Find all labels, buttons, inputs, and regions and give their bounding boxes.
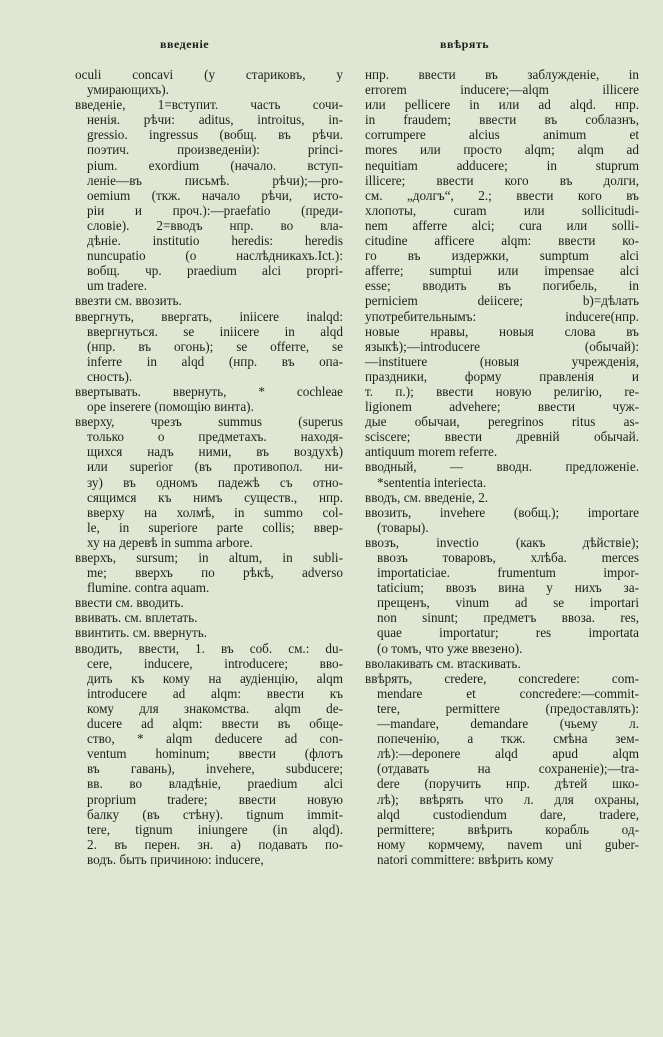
dictionary-entry-headline: вводить, ввести, 1. въ соб. см.: du-	[75, 640, 343, 656]
dictionary-text-line: леніе—въ письмѣ. рѣчи);—pro-	[87, 172, 343, 188]
dictionary-text-line: ventum hominum; ввести (флотъ	[87, 746, 343, 762]
dictionary-text-line: nuncupatio (о наслѣдникахъ.Ict.):	[87, 248, 343, 264]
dictionary-text-line: cere, inducere, introducere; вво-	[87, 655, 343, 671]
dictionary-text-line: (отдавать на сохраненіе);—tra-	[377, 761, 639, 777]
dictionary-text-line: perniciem deiicere; b)=дѣлать	[365, 293, 639, 309]
dictionary-entry-headline: ввозить, invehere (вобщ.); importare	[365, 504, 639, 520]
dictionary-text-line: permittere; ввѣрить корабль од-	[377, 821, 639, 837]
running-header-right: ввѣрять	[440, 37, 490, 51]
dictionary-text-line: citudine afficere alqm: ввести ко-	[365, 233, 639, 249]
dictionary-entry-headline: ввѣрять, credere, concredere: com-	[365, 670, 639, 686]
dictionary-text-line: ope inserere (помощію винта).	[87, 399, 254, 415]
dictionary-text-line: только о предметахъ. находя-	[87, 429, 343, 445]
dictionary-text-line: tere, tignum iniungere (in alqd).	[87, 821, 343, 837]
dictionary-text-line: т. п.); ввести новую религію, re-	[365, 383, 639, 399]
dictionary-text-line: quae importatur; res importata	[377, 625, 639, 641]
dictionary-text-line: tere, permittere (предоставлять):	[377, 700, 639, 716]
dictionary-entry-headline: ввинтить. см. ввернуть.	[75, 625, 208, 641]
dictionary-text-line: dere (поручить нпр. дѣтей шко-	[377, 776, 639, 792]
running-header-left: введеніе	[160, 37, 210, 51]
dictionary-text-line: mores или просто alqm; alqm ad	[365, 142, 639, 158]
dictionary-text-line: antiquum morem referre.	[365, 444, 498, 460]
dictionary-text-line: natori committere: ввѣрить кому	[377, 851, 554, 867]
dictionary-text-line: ху на деревѣ in summa arbore.	[87, 534, 253, 550]
dictionary-text-line: вв. во владѣніе, praedium alci	[87, 776, 343, 792]
dictionary-text-line: дить къ кому на аудіенцію, alqm	[87, 670, 343, 686]
dictionary-text-line: me; вверхъ по рѣкѣ, adverso	[87, 565, 343, 581]
dictionary-text-line: дѣніе. institutio heredis: heredis	[87, 233, 343, 249]
dictionary-text-line: или superior (въ противопол. ни-	[87, 459, 343, 475]
dictionary-text-line: inferre in alqd (нпр. въ опа-	[87, 353, 343, 369]
dictionary-text-line: *sententia interiecta.	[377, 474, 487, 490]
dictionary-text-line: словіе). 2=вводъ нпр. во вла-	[87, 217, 343, 233]
dictionary-text-line: зу) въ одномъ падежѣ съ отно-	[87, 474, 343, 490]
dictionary-entry-headline: вволакивать см. втаскивать.	[365, 655, 521, 671]
dictionary-text-line: (о томъ, что уже ввезено).	[377, 640, 523, 656]
dictionary-text-line: afferre; sumptui или impensae alci	[365, 263, 639, 279]
dictionary-text-line: sciscere; ввести древній обычай.	[365, 429, 639, 445]
dictionary-text-line: праздники, форму правленія и	[365, 368, 639, 384]
dictionary-entry-headline: ввозъ, invectio (какъ дѣйствіе);	[365, 534, 639, 550]
dictionary-text-line: nequitiam adducere; in stuprum	[365, 157, 639, 173]
dictionary-text-line: или pellicere in или ad alqd. нпр.	[365, 97, 639, 113]
dictionary-text-line: употребительнымъ: inducere(нпр.	[365, 308, 639, 324]
dictionary-text-line: mendare et concredere:—commit-	[377, 685, 639, 701]
dictionary-text-line: importaticiae. frumentum impor-	[377, 565, 639, 581]
dictionary-text-line: le, in superiore parte collis; ввер-	[87, 519, 343, 535]
dictionary-text-line: taticium; ввозъ вина у нихъ за-	[377, 580, 639, 596]
dictionary-entry-headline: вводъ, см. введеніе, 2.	[365, 489, 489, 505]
dictionary-text-line: лѣ); ввѣрять что л. для охраны,	[377, 791, 639, 807]
dictionary-text-line: ввергнуться. se iniicere in alqd	[87, 323, 343, 339]
dictionary-text-line: нпр. ввести въ заблужденіе, in	[365, 67, 639, 82]
dictionary-text-line: introducere ad alqm: ввести къ	[87, 685, 343, 701]
dictionary-text-line: вобщ. чр. praedium alci propri-	[87, 263, 343, 279]
dictionary-text-line: alqd custodiendum dare, tradere,	[377, 806, 639, 822]
dictionary-text-line: —mandare, demandare (чьему л.	[377, 716, 639, 732]
dictionary-text-line: сность).	[87, 368, 133, 384]
dictionary-text-line: балку (въ стѣну). tignum immit-	[87, 806, 343, 822]
dictionary-entry-headline: ввивать. см. вплетать.	[75, 610, 198, 626]
dictionary-text-line: щихся надъ ними, въ воздухѣ)	[87, 444, 343, 460]
dictionary-text-line: новые нравы, новыя слова въ	[365, 323, 639, 339]
dictionary-text-line: ненія. рѣчи: aditus, introitus, in-	[87, 112, 343, 128]
dictionary-text-line: попеченію, а ткж. смѣна зем-	[377, 731, 639, 747]
dictionary-text-line: лѣ):—deponere alqd apud alqm	[377, 746, 639, 762]
dictionary-text-line: вверху на холмѣ, in summo col-	[87, 504, 343, 520]
dictionary-entry-headline: вверху, чрезъ summus (superus	[75, 414, 343, 430]
dictionary-text-line: дые обычаи, peregrinos ritus as-	[365, 414, 639, 430]
dictionary-entry-headline: ввести см. вводить.	[75, 595, 184, 611]
dictionary-text-line: го въ издержки, sumptum alci	[365, 248, 639, 264]
dictionary-text-line: хлопоты, curam или sollicitudi-	[365, 202, 639, 218]
dictionary-entry-headline: ввертывать. ввернуть, * cochleae	[75, 383, 343, 399]
dictionary-text-line: proprium tradere; ввести новую	[87, 791, 343, 807]
dictionary-text-line: ducere ad alqm: ввести въ обще-	[87, 716, 343, 732]
dictionary-entry-headline: вверхъ, sursum; in altum, in subli-	[75, 550, 343, 565]
dictionary-text-line: nem afferre alci; cura или solli-	[365, 217, 639, 233]
dictionary-text-line: um tradere.	[87, 278, 148, 294]
dictionary-text-line: pium. exordium (начало. вступ-	[87, 157, 343, 173]
dictionary-entry-headline: введеніе, 1=вступит. часть сочи-	[75, 97, 343, 113]
dictionary-text-line: flumine. contra aquam.	[87, 580, 210, 596]
dictionary-text-line: errorem inducere;—alqm illicere	[365, 82, 639, 98]
dictionary-text-line: —instituere (новыя учрежденія,	[365, 353, 639, 369]
dictionary-entry-headline: ввергнуть, ввергать, iniicere inalqd:	[75, 308, 343, 324]
dictionary-text-line: oculi concavi (у стариковъ, у	[75, 67, 343, 82]
dictionary-text-line: умирающихъ).	[87, 82, 169, 98]
dictionary-text-line: (товары).	[377, 519, 429, 535]
dictionary-text-line: прещенъ, vinum ad se importari	[377, 595, 639, 611]
right-column	[365, 67, 639, 867]
dictionary-text-line: ввозъ товаровъ, хлѣба. merces	[377, 550, 639, 565]
dictionary-text-line: ство, * alqm deducere ad con-	[87, 731, 343, 747]
dictionary-text-line: сящимся къ нимъ существ., нпр.	[87, 489, 343, 505]
dictionary-text-line: поэтич. произведеніи): princi-	[87, 142, 343, 158]
dictionary-text-line: ligionem advehere; ввести чуж-	[365, 399, 639, 415]
dictionary-text-line: oemium (ткж. начало рѣчи, исто-	[87, 187, 343, 203]
dictionary-text-line: in fraudem; ввести въ соблазнъ,	[365, 112, 639, 128]
dictionary-text-line: esse; вводить въ погибель, in	[365, 278, 639, 294]
dictionary-text-line: водъ. быть причиною: inducere,	[87, 851, 264, 867]
dictionary-text-line: gressio. ingressus (вобщ. въ рѣчи.	[87, 127, 343, 143]
dictionary-entry-headline: ввезти см. ввозить.	[75, 293, 182, 309]
dictionary-text-line: языкѣ);—introducere (обычай):	[365, 338, 639, 354]
dictionary-text-line: non sinunt; предметъ ввоза. res,	[377, 610, 639, 626]
dictionary-text-line: кому для знакомства. alqm de-	[87, 700, 343, 716]
dictionary-text-line: illicere; ввести кого въ долги,	[365, 172, 639, 188]
dictionary-text-line: въ гавань), invehere, subducere;	[87, 761, 343, 777]
dictionary-text-line: ному кормчему, navem uni guber-	[377, 836, 639, 852]
left-column	[75, 67, 343, 867]
dictionary-entry-headline: вводный, — вводн. предложеніе.	[365, 459, 639, 475]
dictionary-text-line: (нпр. въ огонь); se offerre, se	[87, 338, 343, 354]
dictionary-text-line: corrumpere alcius animum et	[365, 127, 639, 143]
dictionary-text-line: 2. въ перен. зн. а) подавать по-	[87, 836, 343, 852]
dictionary-text-line: ріи и проч.):—praefatio (преди-	[87, 202, 343, 218]
dictionary-text-line: см. „долгъ“, 2.; ввести кого въ	[365, 187, 639, 203]
